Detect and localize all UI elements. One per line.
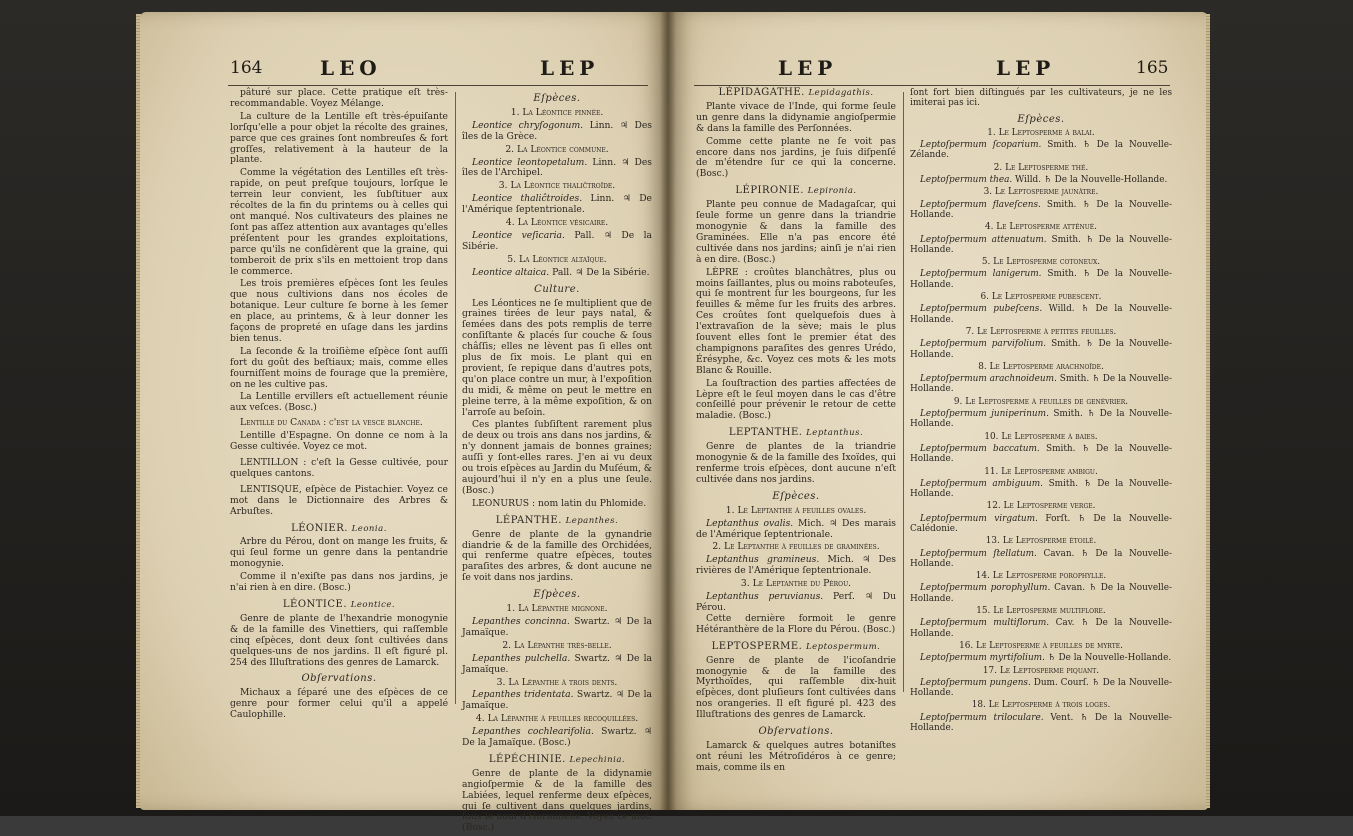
paragraph: Genre de plante de l'icoſandrie monogynie & de la famille des Myrthoïdes, qui raſſemble dix-huit eſpèces, dont pluſieurs ſont cultivées dans nos orangeries. Il eſt figuré pl. 423 des Illuſtrations des genres de Lamarck. [696,654,896,721]
species-number: 1. [510,106,520,118]
species-detail [910,713,1172,734]
paragraph: Comme la végétation des Lentilles eſt très-rapide, on peut preſque toujours, lorſque le terrein leur convient, les ſubſtituer aux récoltes de la fin du printems ou à celles qui ont manqué. Nos cultivateurs des plaines ne ſont pas aſſez attention aux avantages qu'elles préſentent pour les grandes exploitations, parce qu'ils ne conſidèrent que la graine, qui tomberoit de prix s'ils en mettoient trop dans le commerce. [230,167,448,277]
species-heading [910,128,1172,138]
paragraph: La ſouſtraction des parties affectées de Lèpre eſt le ſeul moyen dans le cas d'être conſeillé pour prévenir le retour de cette maladie. (Bosc.) [696,377,896,422]
species-heading [462,145,652,156]
paragraph: Les Léontices ne ſe multiplient que de graines tirées de leur pays natal, & ſemées dans des pots remplis de terre conſiſtante & placés ſur couche & ſous châſſis; elles ne lèvent pas ſi elles ont plus de ſix mois. Le plant qui en provient, ſe repique dans d'autres pots, qu'on place contre un mur, à l'expoſition du midi, & même on peut le mettre en pleine terre, à la même expoſition, & on l'arroſe au beſoin. [462,297,652,418]
species-name: La Lépanthe à feuilles recoquillées. [487,713,639,725]
species-number: 11. [984,466,999,477]
species-name: Le Leptosperme étoilé. [1002,536,1097,547]
species-number: 1. [725,504,735,516]
paragraph: La Lentille ervillers eſt actuellement réunie aux veſces. (Bosc.) [230,391,448,414]
species-origin: Swartz. ♃ De la Jamaïque. (Bosc.) [462,726,652,749]
species-heading [910,501,1172,511]
species-heading [910,641,1172,651]
entry-title-lepidagathe [696,88,896,99]
species-origin: Smith. ♄ De la Nouvelle-Hollande. [910,269,1172,290]
species-origin: Mich. ♃ Des marais de l'Amérique ſeptentrionale. [696,517,897,540]
species-origin: Pall. ♃ De la Sibérie. [552,266,650,278]
species-latin: Leptoſpermum porophyllum. [920,583,1051,594]
species-detail [910,583,1172,604]
paragraph: Ces plantes ſubſiſtent rarement plus de deux ou trois ans dans nos jardins, & n'y donnent jamais de bonnes graines; auſſi y ſont-elles rares. J'en ai vu deux ou trois eſpèces au Jardin du Muſéum, & aujourd'hui il n'y en a plus une ſeule. (Bosc.) [462,419,652,496]
species-number: 9. [953,396,963,407]
species-number: 2. [505,143,515,155]
paragraph: Lamarck & quelques autres botaniſtes ont réuni les Métroſidéros à ce genre; mais, comme ils en [696,739,896,773]
species-latin: Leptoſpermum ſcoparium. [920,140,1042,151]
paragraph: Comme il n'exiſte pas dans nos jardins, je n'ai rien à en dire. (Bosc.) [230,571,448,594]
species-name: Le Leptosperme piquant. [999,665,1100,676]
species-number: 8. [978,361,987,372]
species-origin: Perſ. ♃ Du Pérou. [696,591,897,613]
species-detail [910,618,1172,639]
species-origin: Cavan. ♄ De la Nouvelle-Hollande. [910,548,1173,569]
species-latin: Leptoſpermum ambiguum. [920,478,1043,489]
species-name: Le Leptosperme ambigu. [1001,466,1098,477]
species-number: 16. [959,640,974,651]
left-column-2 [462,88,652,836]
species-heading [910,292,1172,302]
entry-heading: LÉONTICE. [282,598,348,610]
species-name: La Lépanthe mignone. [518,603,608,615]
left-column-1 [230,88,448,723]
culture-heading: Culture. [534,283,580,295]
species-origin: Swartz. ♃ De la Jamaïque. [462,689,653,712]
species-detail [910,444,1172,465]
especes-heading: Eſpèces. [533,589,581,601]
species-latin: Leptoſpermum attenuatum. [920,234,1047,245]
species-name: Le Leptosperme porophylle. [992,571,1107,582]
species-number: 18. [971,700,986,711]
species-detail [910,339,1172,360]
species-name: Le Leptosperme pubeſcent. [991,292,1102,303]
entry-heading: LÉPIDAGATHE. [718,87,805,98]
species-origin: Linn. ♃ De l'Amérique ſeptentrionale. [462,193,652,216]
species-origin: Swartz. ♃ De la Jamaïque. [462,652,652,675]
page-number: 164 [230,58,263,78]
paragraph: Genre de plantes de la triandrie monogynie & de la famille des Ixoïdes, qui renferme trois eſpèces, dont aucune n'eſt cultivée dans nos jardins. [696,441,896,485]
species-heading [910,257,1172,267]
paragraph: ſont fort bien diſtingués par les cultivateurs, je ne les imiterai pas ici. [910,88,1172,109]
paragraph: La culture de la Lentille eſt très-épuiſante lorſqu'elle a pour objet la récolte des graines, parce que ces graines ſont nombreuſes & fort groſſes, relativement à la hauteur de la plante. [230,110,448,166]
species-origin: Cavan. ♄ De la Nouvelle-Hollande. [910,583,1172,604]
especes-heading: Eſpèces. [533,93,581,104]
species-name: Le Leptosperme arachnoïde. [989,361,1104,372]
species-heading [910,163,1172,173]
species-origin: Smith. ♄ De la Nouvelle-Hollande. [910,478,1172,500]
species-detail [910,304,1172,325]
species-origin: Smith. ♄ De la Nouvelle-Zélande. [910,140,1173,161]
especes-heading: Eſpèces. [772,490,820,502]
species-latin: Leptanthus ovalis. [706,517,794,529]
species-detail [910,175,1172,185]
species-heading [910,700,1172,710]
species-heading [696,506,896,517]
paragraph: Genre de plante de la didynamie angioſpermie & de la famille des Labiées, lequel renferme deux eſpèces, qui ſe cultivent dans quelques jardins, ſous le nom d'Horminelle. Voyez ce mot. (Bosc.) [462,767,652,834]
species-detail [910,514,1172,535]
species-latin: Leptoſpermum flaveſcens. [920,199,1041,210]
paragraph: LÈPRE : croûtes blanchâtres, plus ou moins ſaillantes, plus ou moins raboteuſes, qui ſe montrent ſur les bourgeons, ſur les feuilles & même ſur les fruits des arbres. Ces croûtes ſont quelquefois dues à l'extravaſion de la sève; mais le plus ſouvent elles ſont le premier état des champignons paraſites des genres Urédo, Érésyphe, &c. Voyez ces mots & les mots Blanc & Rouille. [696,266,896,376]
species-latin: Leptoſpermum myrtifolium. [920,653,1045,664]
species-name: Le Leptosperme à petites feuilles. [977,326,1117,337]
species-heading [462,641,652,652]
species-latin: Lepanthes cochlearifolia. [472,726,594,738]
paragraph: Arbre du Pérou, dont on mange les fruits, & qui ſeul forme un genre dans la pentandrie monogynie. [230,536,448,570]
species-detail [462,194,652,216]
entry-title-lepechinie [462,755,652,766]
species-number: 4. [475,713,485,725]
paragraph: Michaux a ſéparé une des eſpèces de ce genre pour former celui qu'il a appelé Caulophille. [230,687,448,721]
page-number: 165 [1136,58,1169,78]
entry-heading: LÉPANTHE. [495,514,562,526]
species-latin: Leontice leontopetalum. [472,156,588,168]
species-latin: Leptoſpermum multiflorum. [920,618,1050,629]
species-heading [910,362,1172,372]
species-origin: Linn. ♃ Des îles de l'Archipel. [462,156,652,179]
species-origin: Willd. ♄ De la Nouvelle-Hollande. [910,304,1172,325]
species-detail [910,479,1172,500]
species-origin: Forſt. ♄ De la Nouvelle-Calédonie. [910,513,1172,534]
species-latin: Leptanthus gramineus. [706,554,820,566]
species-heading [462,714,652,725]
entry-latin: Leontice. [350,599,396,610]
species-number: 10. [984,431,999,442]
species-name: Le Leptosperme atténué. [996,222,1098,233]
species-detail [696,592,896,614]
species-heading [910,187,1172,197]
entry-heading: LÉPIRONIE. [735,185,804,197]
species-latin: Leptoſpermum lanigerum. [920,269,1042,280]
species-origin: Cav. ♄ De la Nouvelle-Hollande. [910,618,1172,639]
header-rule [228,85,648,86]
entry-latin: Leptanthus. [806,428,864,439]
species-detail [462,268,652,279]
species-heading [696,579,896,590]
paragraph: LENTILLON : c'eſt la Gesse cultivée, pour quelques cantons. [230,457,448,479]
species-number: 7. [965,326,975,337]
species-detail [462,654,652,676]
species-latin: Leptoſpermum juniperinum. [920,409,1049,420]
species-latin: Leontice veſicaria. [472,229,565,241]
paragraph: Les trois premières eſpèces ſont les ſeules que nous cultivions dans nos écoles de botanique. Leur culture ſe borne à les ſemer en place, au printems, & à leur donner les façons de propreté en uſage dans les jardins bien tenus. [230,278,448,344]
species-origin: Smith. ♄ De la Nouvelle-Hollande. [910,443,1173,465]
entry-latin: Leptospermum. [806,641,881,652]
species-name: Le Leptosperme à balai. [998,127,1095,138]
column-divider [903,92,904,692]
species-number: 3. [496,676,506,688]
species-number: 15. [976,606,991,617]
paragraph: Genre de plante de la gynandrie diandrie & de la famille des Orchidées, qui renferme quatre eſpèces, toutes paraſites des arbres, & dont aucune ne ſe voit dans nos jardins. [462,528,652,584]
species-name: Le Leptosperme verge. [1003,501,1096,512]
entry-latin: Lepidagathis. [808,88,874,98]
paragraph: Lentille d'Espagne. On donne ce nom à la Gesse cultivée. Voyez ce mot. [230,430,448,453]
species-heading [910,327,1172,337]
running-head-left: LEO [320,56,382,80]
entry-latin: Lepironia. [807,186,857,197]
entry-heading: LEPTOSPERME. [711,640,803,652]
species-heading [462,678,652,689]
species-name: La Léontice véſicaire. [517,217,609,229]
species-origin: Swartz. ♃ De la Jamaïque. [462,615,653,638]
species-latin: Leontice altaica. [472,266,550,278]
species-name: Le Leptosperme thé. [1005,162,1089,173]
entry-latin: Lepanthes. [565,515,619,526]
species-heading [910,467,1172,477]
species-heading [910,432,1172,442]
species-number: 3. [740,578,750,590]
species-latin: Leptoſpermum ſtellatum. [920,548,1037,559]
species-detail [910,678,1172,699]
species-heading [910,571,1172,581]
species-latin: Leptoſpermum triloculare. [920,712,1044,723]
species-latin: Leptoſpermum virgatum. [920,513,1038,524]
paragraph: Cette dernière formoit le genre Hétéranthère de la Flore du Pérou. (Bosc.) [696,612,896,635]
species-name: Le Leptanthe à feuilles ovales. [737,504,867,516]
species-origin: Smith. ♄ De la Nouvelle-Hollande. [910,339,1173,360]
paragraph: Comme cette plante ne ſe voit pas encore dans nos jardins, je ſuis diſpenſé de m'étendre ſur ce qui la concerne. (Bosc.) [696,135,896,180]
species-number: 4. [984,222,994,233]
paragraph: Genre de plante de l'hexandrie monogynie & de la famille des Vinettiers, qui raſſemble cinq eſpèces, dont deux ſont cultivées dans quelques-uns de nos jardins. Il eſt figuré pl. 254 des Illuſtrations des genres de Lamarck. [230,612,448,668]
species-name: Le Leptosperme jaunâtre. [994,187,1099,198]
species-detail [462,727,652,749]
species-number: 5. [507,253,517,265]
species-heading [462,108,652,119]
species-number: 6. [980,292,989,303]
species-origin: Pall. ♃ De la Sibérie. [462,229,653,252]
species-detail [462,690,652,712]
species-latin: Lepanthes tridentata. [472,689,574,701]
species-name: Le Leptosperme à baies. [1001,431,1098,442]
species-heading [462,255,652,266]
species-detail [910,374,1172,395]
species-latin: Leptoſpermum arachnoideum. [920,374,1057,385]
right-page [668,12,1208,810]
paragraph: La ſeconde & la troiſième eſpèce ſont auſſi fort du goût des beſtiaux; mais, comme elles fourniſſent moins de fourage que la première, on ne les cultive pas. [230,345,448,390]
species-heading [462,181,652,192]
species-detail [910,140,1172,161]
species-latin: Lepanthes pulchella. [472,652,571,664]
species-number: 3. [983,187,993,198]
entry-title-leptosperme [696,642,896,653]
paragraph: Lentille du Canada : c'eſt la vesce blanche. [240,417,423,429]
species-heading [910,606,1172,616]
entry-heading: LÉPÉCHINIE. [488,753,566,765]
species-origin: Vent. ♄ De la Nouvelle-Hollande. [910,712,1172,734]
species-origin: Smith. ♄ De la Nouvelle-Hollande. [910,374,1172,395]
species-name: Le Leptanthe du Pérou. [752,578,852,590]
species-detail [696,555,896,577]
species-name: La Lépanthe très-belle. [514,639,612,651]
species-name: La Léontice thaliĉtroïde. [510,180,616,192]
species-name: La Lépanthe à trois dents. [508,676,618,688]
entry-title-lepanthe [462,516,652,527]
species-latin: Leontice chryſogonum. [472,119,584,131]
paragraph: Plante vivace de l'Inde, qui forme ſeule un genre dans la didynamie angioſpermie & dans la famille des Perſonnées. [696,100,896,134]
species-heading [910,536,1172,546]
species-latin: Leptoſpermum baccatum. [920,443,1040,454]
species-name: Le Leptosperme cotoneux. [993,257,1101,268]
species-detail [910,549,1172,570]
entry-title-leonier [230,524,448,535]
species-origin: Dum. Courſ. ♄ De la Nouvelle-Hollande. [910,677,1172,699]
species-detail [462,231,652,253]
entry-latin: Leonia. [351,523,387,534]
species-name: Le Leptosperme à trois loges. [988,700,1111,711]
species-origin: Linn. ♃ Des îles de la Grèce. [462,119,653,142]
species-origin: Smith. ♄ De la Nouvelle-Hollande. [910,234,1173,255]
book-gutter [660,12,676,810]
species-number: 2. [993,162,1003,173]
species-number: 17. [982,665,997,676]
paragraph: LEONURUS : nom latin du Phlomide. [472,497,647,509]
left-page [140,12,668,834]
species-name: La Léontice pinnée. [522,106,604,118]
species-name: Le Leptosperme à feuilles de genévrier. [965,396,1129,407]
entry-heading: LÉONIER. [291,522,348,534]
species-name: La Léontice altaïque. [518,253,607,265]
species-detail [462,158,652,180]
right-column-1 [696,88,896,776]
species-detail [910,653,1172,663]
species-detail [910,409,1172,430]
species-latin: Lepanthes concinna. [472,615,570,627]
running-head-right: LEP [996,56,1056,80]
running-head-right: LEP [540,56,600,80]
species-detail [696,519,896,541]
species-latin: Leontice thaliĉtroides. [472,193,583,205]
entry-title-leontice [230,600,448,611]
species-number: 2. [712,541,722,553]
species-detail [910,235,1172,256]
species-number: 5. [981,257,991,268]
species-name: Le Leptanthe à feuilles de graminées. [724,541,880,553]
species-name: Le Leptosperme multiflore. [993,606,1106,617]
species-number: 13. [985,536,1000,547]
entry-title-lepironie [696,186,896,197]
species-number: 3. [498,180,508,192]
species-origin: Smith. ♄ De la Nouvelle-Hollande. [910,199,1172,220]
species-heading [696,542,896,553]
species-latin: Leptoſpermum pubeſcens. [920,304,1043,315]
species-number: 1. [987,127,996,138]
species-latin: Leptoſpermum pungens. [920,677,1031,688]
observations-heading: Obſervations. [301,673,377,685]
species-number: 14. [975,571,990,582]
species-heading [910,666,1172,676]
entry-heading: LEPTANTHE. [728,427,803,439]
species-heading [462,218,652,229]
right-column-2 [910,88,1172,733]
species-number: 1. [506,603,516,615]
species-origin: ♄ De la Nouvelle-Hollande. [1047,653,1172,664]
species-detail [910,200,1172,221]
species-number: 12. [986,501,1001,512]
species-latin: Leptanthus peruvianus. [706,591,824,603]
species-heading [910,222,1172,232]
species-latin: Leptoſpermum parvifolium. [920,339,1047,350]
observations-heading: Obſervations. [758,726,834,738]
species-number: 4. [505,217,515,229]
paragraph: pâturé sur place. Cette pratique eſt très-recommandable. Voyez Mélange. [230,87,448,109]
entry-title-leptanthe [696,428,896,439]
species-detail [910,269,1172,290]
species-name: La Léontice commune. [517,143,609,155]
species-origin: Mich. ♃ Des rivières de l'Amérique ſeptentrionale. [696,554,896,577]
species-heading [910,397,1172,407]
species-detail [462,121,652,143]
entry-latin: Lepechinia. [569,754,626,765]
species-number: 2. [502,639,512,651]
column-divider [455,92,456,704]
species-origin: Smith. ♄ De la Nouvelle-Hollande. [910,409,1172,430]
running-head-left: LEP [778,56,838,80]
species-name: Le Leptosperme à feuilles de myrte. [976,640,1123,651]
especes-heading: Eſpèces. [1017,113,1065,125]
page-edges-right [1206,14,1210,808]
paragraph: Plante peu connue de Madagaſcar, qui ſeule forme un genre dans la triandrie monogynie & dans la famille des Graminées. Elle n'a pas encore été cultivée dans nos jardins; ainſi je n'ai rien à en dire. (Bosc.) [696,199,896,265]
paragraph: LENTISQUE, eſpèce de Pistachier. Voyez ce mot dans le Dictionnaire des Arbres & Arbuſtes. [230,483,448,517]
species-heading [462,604,652,615]
species-detail [462,617,652,639]
species-origin: Willd. ♄ De la Nouvelle-Hollande. [1015,175,1168,186]
header-rule [694,85,1170,86]
species-latin: Leptoſpermum thea. [920,175,1013,186]
